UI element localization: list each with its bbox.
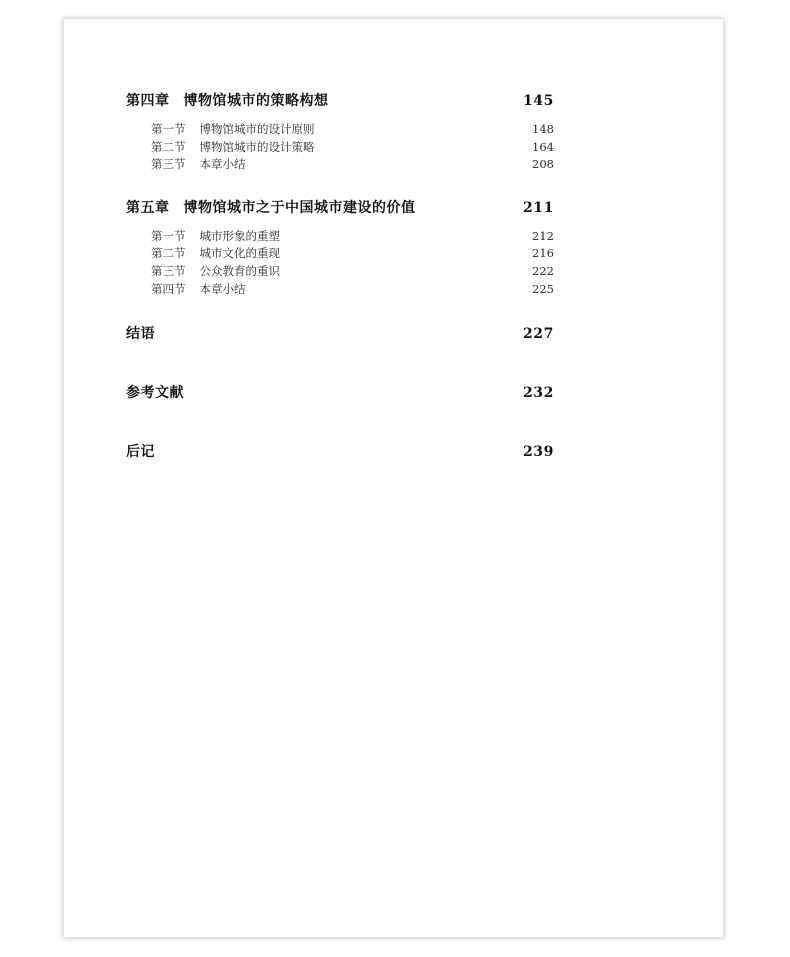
section-title: 本章小结	[199, 281, 246, 296]
toc-section[interactable]	[151, 263, 554, 281]
chapter-page-number: 227	[522, 326, 554, 343]
section-label: 第四节	[151, 281, 186, 296]
chapter-title: 博物馆城市之于中国城市建设的价值	[183, 199, 416, 216]
toc-section[interactable]	[151, 281, 554, 299]
chapter-title-group	[126, 89, 329, 113]
toc-references	[126, 381, 554, 405]
toc-section[interactable]	[151, 156, 554, 174]
chapter-label: 第四章	[126, 93, 170, 109]
section-list	[126, 228, 554, 298]
toc-chapter-5	[126, 196, 554, 298]
section-label: 第一节	[151, 122, 186, 136]
section-page-number: 225	[532, 281, 554, 296]
chapter-heading[interactable]	[126, 89, 554, 113]
section-page-number: 164	[532, 139, 554, 154]
section-page-number: 148	[532, 122, 554, 136]
chapter-page-number: 211	[522, 199, 554, 216]
section-list	[126, 121, 554, 174]
chapter-label: 第五章	[126, 199, 170, 216]
section-label: 第一节	[151, 228, 186, 243]
section-title: 本章小结	[199, 157, 246, 172]
chapter-heading[interactable]	[126, 196, 554, 220]
chapter-title: 后记	[126, 444, 155, 461]
section-page-number: 208	[532, 157, 554, 172]
chapter-page-number: 239	[522, 444, 554, 461]
toc-afterword	[126, 440, 554, 464]
chapter-title-group	[126, 196, 416, 220]
chapter-title: 结语	[126, 326, 155, 343]
toc-section[interactable]	[151, 245, 554, 263]
section-page-number: 212	[532, 228, 554, 243]
chapter-page-number: 145	[522, 93, 554, 109]
section-title: 城市文化的重现	[199, 246, 280, 261]
chapter-heading[interactable]	[126, 440, 554, 464]
chapter-title: 参考文献	[126, 385, 184, 402]
toc-chapter-4	[126, 89, 554, 174]
table-of-contents	[126, 89, 554, 464]
section-label: 第三节	[151, 157, 186, 172]
toc-section[interactable]	[151, 139, 554, 157]
chapter-title: 博物馆城市的策略构想	[183, 93, 329, 109]
document-page	[64, 19, 723, 937]
chapter-heading[interactable]	[126, 322, 554, 346]
section-page-number: 222	[532, 263, 554, 278]
section-title: 城市形象的重塑	[199, 228, 280, 243]
section-title: 公众教育的重识	[199, 263, 280, 278]
toc-section[interactable]	[151, 121, 554, 139]
chapter-page-number: 232	[522, 385, 554, 402]
chapter-heading[interactable]	[126, 381, 554, 405]
section-title: 博物馆城市的设计原则	[199, 122, 315, 136]
toc-conclusion	[126, 322, 554, 346]
section-label: 第二节	[151, 246, 186, 261]
section-label: 第二节	[151, 139, 186, 154]
toc-section[interactable]	[151, 228, 554, 246]
section-label: 第三节	[151, 263, 186, 278]
section-title: 博物馆城市的设计策略	[199, 139, 315, 154]
section-page-number: 216	[532, 246, 554, 261]
